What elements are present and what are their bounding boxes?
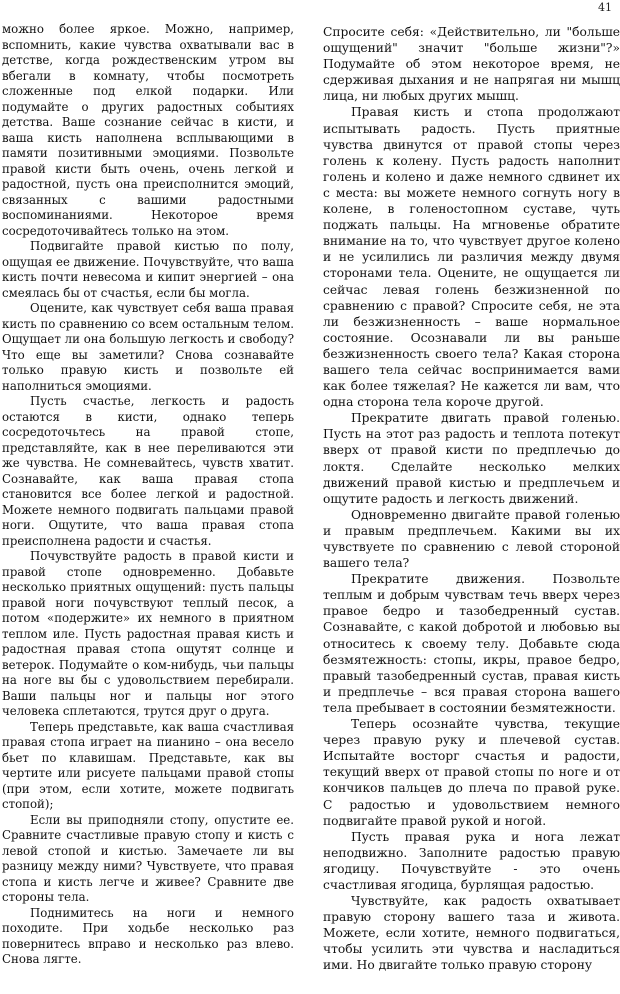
paragraph: Правая кисть и стопа продолжают испытывать радость. Пусть приятные чувства двинутся от правой стопы через голень к колену. Пусть радость наполнит голень и колено и даже немного сдвинет их с места: вы можете немного согнуть ногу в колене, в голеностопном суставе, чуть поджать пальцы. На мгновенье обратите внимание на то, что чувствует другое колено и не усилились ли различия между двумя сторонами тела. Оцените, не ощущается ли сейчас левая голень безжизненной по сравнению с правой? Спросите себя, не эта ли безжизненность – ваше нормальное состояние. Осознавали ли вы раньше безжизненность своего тела? Какая сторона вашего тела сейчас воспринимается вами как более тяжелая? Не кажется ли вам, что одна сторона тела короче другой. (323, 105, 620, 410)
paragraph: можно более яркое. Можно, например, вспомнить, какие чувства охватывали вас в детстве, когда рождественским утром вы вбегали в комнату, чтобы посмотреть сложенные под елкой подарки. Или подумайте о других радостных событиях детства. Ваше сознание сейчас в кисти, и ваша кисть наполнена всплывающими в памяти позитивными эмоциями. Позвольте правой кисти быть очень, очень легкой и радостной, пусть она преисполнится эмоций, связанных с вашими радостными воспоминаниями. Некоторое время сосредоточивайтесь только на этом. (2, 22, 294, 238)
paragraph: Прекратите движения. Позвольте теплым и добрым чувствам течь вверх через правое бедро и тазобедренный сустав. Сознавайте, с какой добротой и любовью вы относитесь к своему телу. Добавьте сюда безмятежность: стопы, икры, правое бедро, правый тазобедренный сустав, правая кисть и предплечье – вся правая сторона вашего тела пребывает в состоянии безмятежности. (323, 572, 620, 715)
paragraph: Прекратите двигать правой голенью. Пусть на этот раз радость и теплота потекут вверх от правой кисти по предплечью до локтя. Сделайте несколько мелких движений правой кистью и предплечьем и ощутите радость и легкость движений. (323, 411, 620, 506)
paragraph: Чувствуйте, как радость охватывает правую сторону вашего таза и живота. Можете, если хотите, немного подвигаться, чтобы усилить эти чувства и насладиться ими. Но двигайте только правую сторону (323, 894, 620, 973)
left-text-column (2, 22, 294, 968)
page-number: 41 (598, 1, 612, 14)
paragraph: Одновременно двигайте правой голенью и правым предплечьем. Какими вы их чувствуете по сравнению с левой стороной вашего тела? (323, 507, 620, 571)
paragraph: Теперь осознайте чувства, текущие через правую руку и плечевой сустав. Испытайте восторг счастья и радости, текущий вверх от правой стопы по ноге и от кончиков пальцев до плеча по правой руке. С радостью и удовольствием немного подвигайте правой рукой и ногой. (323, 717, 620, 828)
right-text-column (323, 24, 620, 974)
paragraph: Подвигайте правой кистью по полу, ощущая ее движение. Почувствуйте, что ваша кисть почти невесома и кипит энергией – она смеялась бы от счастья, если бы могла. (2, 239, 294, 300)
paragraph: Поднимитесь на ноги и немного походите. При ходьбе несколько раз повернитесь вправо и несколько раз влево. Снова лягте. (2, 905, 294, 966)
paragraph: Если вы приподняли стопу, опустите ее. Сравните счастливые правую стопу и кисть с левой стопой и кистью. Замечаете ли вы разницу между ними? Чувствуете, что правая стопа и кисть легче и живее? Сравните две стороны тела. (2, 812, 294, 904)
paragraph: Теперь представьте, как ваша счастливая правая стопа играет на пианино – она весело бьет по клавишам. Представьте, как вы чертите или рисуете пальцами правой стопы (при этом, если хотите, можете подвигать стопой); (2, 719, 294, 811)
paragraph: Оцените, как чувствует себя ваша правая кисть по сравнению со всем остальным телом. Ощущает ли она большую легкость и свободу? Что еще вы заметили? Снова сознавайте только правую кисть и позвольте ей наполниться эмоциями. (2, 301, 294, 393)
paragraph: Спросите себя: «Действительно, ли "больше ощущений" значит "больше жизни"?» Подумайте об этом некоторое время, не сдерживая дыхания и не напрягая ни мышц лица, ни любых других мышц. (323, 25, 620, 104)
paragraph: Пусть правая рука и нога лежат неподвижно. Заполните радостью правую ягодицу. Почувствуйте - это очень счастливая ягодица, бурлящая радостью. (323, 829, 620, 892)
paragraph: Почувствуйте радость в правой кисти и правой стопе одновременно. Добавьте несколько приятных ощущений: пусть пальцы правой ноги почувствуют теплый песок, а потом «подержите» их немного в приятном теплом иле. Пусть радостная правая кисть и радостная правая стопа ощутят солнце и ветерок. Подумайте о ком-нибудь, чьи пальцы на ноге вы бы с удовольствием перебирали. Ваши пальцы ног и пальцы ног этого человека сплетаются, трутся друг о друга. (2, 549, 294, 718)
paragraph: Пусть счастье, легкость и радость остаются в кисти, однако теперь сосредоточьтесь на правой стопе, представляйте, как в нее переливаются эти же чувства. Не сомневайтесь, чувств хватит. Сознавайте, как ваша правая стопа становится все более легкой и радостной. Можете немного подвигать пальцами правой ноги. Ощутите, что ваша правая стопа преисполнена радости и счастья. (2, 394, 294, 548)
